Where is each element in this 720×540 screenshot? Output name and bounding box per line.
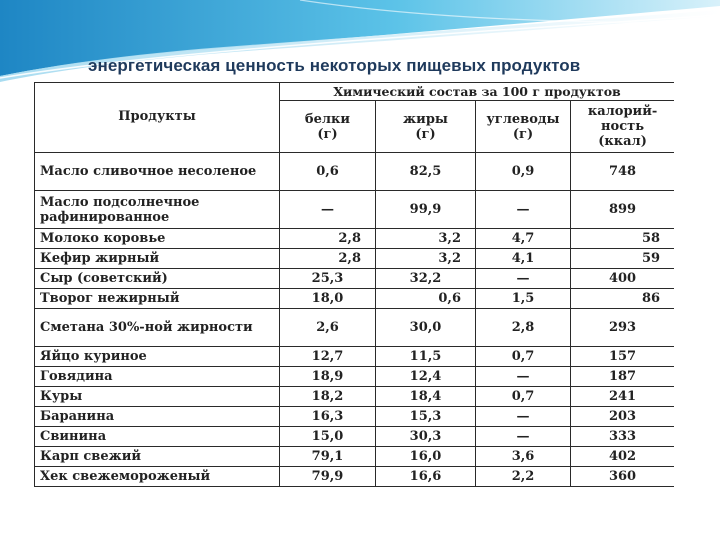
product-name: Хек свежемороженый xyxy=(35,467,280,487)
carbs-value: 4,1 xyxy=(476,249,571,269)
product-name: Баранина xyxy=(35,407,280,427)
product-name: Творог нежирный xyxy=(35,289,280,309)
fat-value: 15,3 xyxy=(376,407,476,427)
kcal-value: 333 xyxy=(571,427,675,447)
fat-value: 18,4 xyxy=(376,387,476,407)
kcal-value: 400 xyxy=(571,269,675,289)
table-row xyxy=(35,447,675,467)
kcal-value: 241 xyxy=(571,387,675,407)
product-name: Молоко коровье xyxy=(35,229,280,249)
fat-value: 16,6 xyxy=(376,467,476,487)
carbs-value: 1,5 xyxy=(476,289,571,309)
fat-value: 99,9 xyxy=(376,191,476,229)
fat-value: 30,3 xyxy=(376,427,476,447)
chemical-composition-header: Химический состав за 100 г продуктов xyxy=(280,83,675,101)
fat-value: 12,4 xyxy=(376,367,476,387)
table-row xyxy=(35,347,675,367)
fat-value: 82,5 xyxy=(376,153,476,191)
carbs-column-header: углеводы (г) xyxy=(476,101,571,153)
kcal-column-header: калорий- ность (ккал) xyxy=(571,101,675,153)
kcal-value: 748 xyxy=(571,153,675,191)
carbs-value: — xyxy=(476,191,571,229)
carbs-value: 0,9 xyxy=(476,153,571,191)
kcal-value: 59 xyxy=(571,249,675,269)
kcal-value: 86 xyxy=(571,289,675,309)
table-row xyxy=(35,269,675,289)
carbs-value: 0,7 xyxy=(476,347,571,367)
carbs-value: — xyxy=(476,367,571,387)
fat-value: 0,6 xyxy=(376,289,476,309)
protein-value: 18,2 xyxy=(280,387,376,407)
product-name: Куры xyxy=(35,387,280,407)
carbs-value: 0,7 xyxy=(476,387,571,407)
carbs-value: 3,6 xyxy=(476,447,571,467)
products-column-header: Продукты xyxy=(35,83,280,153)
kcal-value: 360 xyxy=(571,467,675,487)
protein-value: 0,6 xyxy=(280,153,376,191)
protein-value: 2,8 xyxy=(280,249,376,269)
slide-title: энергетическая ценность некоторых пищевых продуктов xyxy=(88,56,581,75)
protein-column-header: белки (г) xyxy=(280,101,376,153)
carbs-value: — xyxy=(476,269,571,289)
table-body xyxy=(35,153,675,487)
product-name: Говядина xyxy=(35,367,280,387)
protein-value: 18,9 xyxy=(280,367,376,387)
table-row xyxy=(35,427,675,447)
kcal-value: 402 xyxy=(571,447,675,467)
product-name: Масло подсолнечное рафинированное xyxy=(35,191,280,229)
kcal-value: 58 xyxy=(571,229,675,249)
protein-value: 2,6 xyxy=(280,309,376,347)
product-name: Масло сливочное несоленое xyxy=(35,153,280,191)
fat-value: 3,2 xyxy=(376,249,476,269)
table-row xyxy=(35,191,675,229)
table-row xyxy=(35,467,675,487)
protein-value: 79,1 xyxy=(280,447,376,467)
product-name: Сыр (советский) xyxy=(35,269,280,289)
table-row xyxy=(35,289,675,309)
protein-value: 16,3 xyxy=(280,407,376,427)
carbs-value: — xyxy=(476,427,571,447)
table-row xyxy=(35,387,675,407)
fat-value: 16,0 xyxy=(376,447,476,467)
kcal-value: 293 xyxy=(571,309,675,347)
table-row xyxy=(35,407,675,427)
product-name: Кефир жирный xyxy=(35,249,280,269)
protein-value: 79,9 xyxy=(280,467,376,487)
kcal-value: 187 xyxy=(571,367,675,387)
protein-value: 25,3 xyxy=(280,269,376,289)
carbs-value: — xyxy=(476,407,571,427)
kcal-value: 899 xyxy=(571,191,675,229)
protein-value: 2,8 xyxy=(280,229,376,249)
kcal-value: 203 xyxy=(571,407,675,427)
table-row xyxy=(35,309,675,347)
product-name: Свинина xyxy=(35,427,280,447)
kcal-value: 157 xyxy=(571,347,675,367)
carbs-value: 4,7 xyxy=(476,229,571,249)
carbs-value: 2,8 xyxy=(476,309,571,347)
table-row xyxy=(35,229,675,249)
fat-value: 32,2 xyxy=(376,269,476,289)
fat-value: 11,5 xyxy=(376,347,476,367)
decorative-swoosh xyxy=(0,0,720,90)
nutrition-table-container xyxy=(34,82,674,508)
table-row xyxy=(35,367,675,387)
nutrition-table xyxy=(34,82,674,487)
protein-value: 15,0 xyxy=(280,427,376,447)
product-name: Яйцо куриное xyxy=(35,347,280,367)
protein-value: 18,0 xyxy=(280,289,376,309)
fat-value: 30,0 xyxy=(376,309,476,347)
fat-value: 3,2 xyxy=(376,229,476,249)
product-name: Сметана 30%-ной жирности xyxy=(35,309,280,347)
table-row xyxy=(35,249,675,269)
fat-column-header: жиры (г) xyxy=(376,101,476,153)
protein-value: — xyxy=(280,191,376,229)
carbs-value: 2,2 xyxy=(476,467,571,487)
product-name: Карп свежий xyxy=(35,447,280,467)
table-row xyxy=(35,153,675,191)
protein-value: 12,7 xyxy=(280,347,376,367)
